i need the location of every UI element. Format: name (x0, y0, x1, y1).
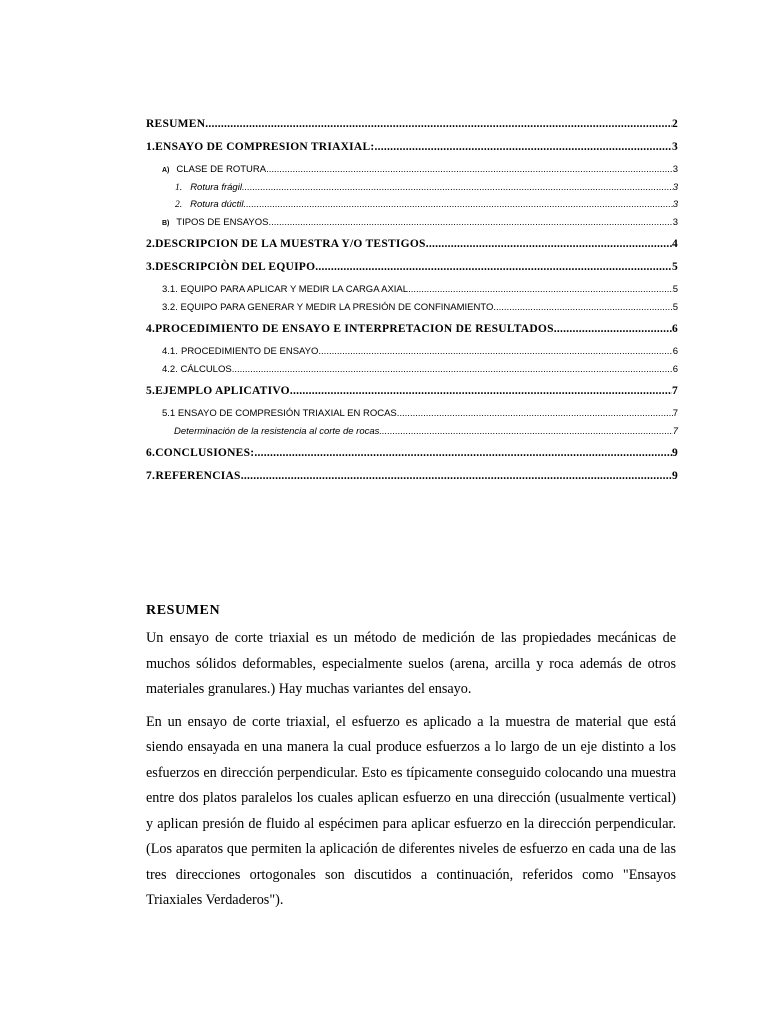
toc-leader-dots (315, 257, 672, 277)
toc-label: TIPOS DE ENSAYOS (176, 216, 269, 228)
toc-number: 2. (146, 238, 156, 250)
toc-leader-dots (232, 361, 673, 379)
paragraph: Un ensayo de corte triaxial es un método de medición de las propiedades mecánicas de muchos sólidos deformables, especialmente suelos (arena, arcilla y roca además de otros materiales granulares.) Hay muchas variantes del ensayo. (146, 630, 676, 697)
toc-leader-dots (266, 161, 673, 179)
toc-entry-1a1[interactable] (146, 179, 678, 197)
toc-label: 3.1. EQUIPO PARA APLICAR Y MEDIR LA CARGA AXIAL (162, 284, 409, 295)
toc-entry-resumen[interactable] (146, 114, 678, 134)
toc-leader-dots (408, 281, 673, 299)
toc-page-number: 4 (672, 238, 678, 250)
toc-entry-3[interactable] (146, 257, 678, 277)
toc-leader-dots (241, 466, 672, 486)
toc-entry-1[interactable] (146, 137, 678, 157)
toc-leader-dots (374, 137, 672, 157)
toc-entry-5-1[interactable] (146, 405, 678, 423)
toc-number: 4.1. (162, 346, 178, 357)
toc-label: Determinación de la resistencia al corte de rocas (174, 425, 380, 437)
toc-label: RESUMEN (146, 118, 206, 130)
toc-number: 5. (146, 385, 156, 397)
toc-entry-4-1[interactable] (146, 343, 678, 361)
toc-entry-1a[interactable] (146, 161, 678, 179)
toc-number: 1. (146, 141, 156, 153)
toc-label: CLASE DE ROTURA (176, 164, 267, 175)
toc-page-number: 6 (672, 323, 678, 335)
toc-entry-1a2[interactable] (146, 196, 678, 214)
toc-leader-dots (426, 234, 672, 254)
toc-entry-3-2[interactable] (146, 299, 678, 317)
toc-leader-dots (493, 299, 672, 317)
toc-label: ENSAYO DE COMPRESION TRIAXIAL: (155, 141, 375, 153)
toc-leader-dots (254, 443, 672, 463)
toc-number: 7. (146, 470, 156, 482)
toc-label: 4.2. CÁLCULOS (162, 363, 232, 375)
toc-label: DESCRIPCION DE LA MUESTRA Y/O TESTIGOS (155, 238, 426, 250)
toc-number: 2. (175, 200, 183, 210)
resumen-body (146, 626, 676, 921)
toc-entry-7[interactable] (146, 466, 678, 486)
table-of-contents (146, 114, 678, 486)
toc-page-number: 9 (672, 470, 678, 482)
toc-label: Rotura dúctil (190, 199, 244, 210)
toc-number: 1. (175, 182, 183, 193)
toc-number: 3. (146, 261, 156, 273)
toc-entry-6[interactable] (146, 443, 678, 463)
toc-leader-dots (318, 343, 672, 361)
toc-label: 5.1 ENSAYO DE COMPRESIÓN TRIAXIAL EN ROCAS (162, 408, 397, 419)
toc-page-number: 3 (672, 181, 678, 193)
toc-page-number: 3 (672, 141, 678, 153)
toc-label: PROCEDIMIENTO DE ENSAYO (180, 346, 319, 357)
toc-entry-5[interactable] (146, 381, 678, 401)
toc-page-number: 7 (672, 425, 678, 437)
toc-entry-4[interactable] (146, 319, 678, 339)
paragraph: En un ensayo de corte triaxial, el esfuerzo es aplicado a la muestra de material que está siendo ensayada en una manera la cual produce esfuerzos a lo largo de un eje distinto a los esfuerzos en dirección perpendicular. Esto es típicamente conseguido colocando una muestra entre dos platos paralelos los cuales aplican esfuerzo en una dirección (usualmente vertical) y aplican presión de fluido al espécimen para aplicar esfuerzo en la dirección perpendicular. (Los aparatos que permiten la aplicación de diferentes niveles de esfuerzo en cada una de las tres direcciones ortogonales son discutidos a continuación, referidos como "Ensayos Triaxiales Verdaderos"). (146, 713, 676, 908)
toc-number: B) (162, 219, 170, 227)
toc-entry-1b[interactable] (146, 214, 678, 232)
toc-leader-dots (268, 214, 672, 232)
toc-leader-dots (242, 179, 673, 197)
toc-leader-dots (379, 423, 672, 441)
resumen-heading: RESUMEN (146, 603, 221, 618)
toc-leader-dots (243, 196, 672, 214)
toc-label: CONCLUSIONES: (155, 447, 255, 459)
toc-page-number: 6 (672, 346, 678, 357)
toc-label: Rotura frágil (190, 181, 242, 193)
toc-number: A) (162, 167, 170, 174)
toc-page-number: 3 (672, 216, 678, 228)
toc-label: EJEMPLO APLICATIVO (155, 385, 290, 397)
toc-number: 4. (146, 323, 156, 335)
toc-page-number: 7 (672, 385, 678, 397)
toc-number: 6. (146, 447, 156, 459)
toc-label: 3.2. EQUIPO PARA GENERAR Y MEDIR LA PRESIÓN DE CONFINAMIENTO (162, 301, 494, 313)
toc-page-number: 5 (672, 284, 678, 295)
toc-entry-4-2[interactable] (146, 361, 678, 379)
toc-label: PROCEDIMIENTO DE ENSAYO E INTERPRETACION DE RESULTADOS (155, 323, 554, 335)
toc-page-number: 5 (672, 301, 678, 313)
toc-leader-dots (397, 405, 673, 423)
toc-page-number: 3 (672, 199, 678, 210)
toc-page-number: 3 (672, 164, 678, 175)
toc-label: DESCRIPCIÒN DEL EQUIPO (155, 261, 316, 273)
toc-leader-dots (554, 319, 672, 339)
toc-label: REFERENCIAS (155, 470, 241, 482)
toc-entry-5-1-a[interactable] (146, 423, 678, 441)
toc-page-number: 5 (672, 261, 678, 273)
toc-entry-2[interactable] (146, 234, 678, 254)
toc-page-number: 7 (672, 408, 678, 419)
toc-leader-dots (290, 381, 672, 401)
toc-leader-dots (205, 114, 672, 134)
toc-page-number: 6 (672, 363, 678, 375)
toc-entry-3-1[interactable] (146, 281, 678, 299)
toc-page-number: 9 (672, 447, 678, 459)
toc-page-number: 2 (672, 118, 678, 130)
